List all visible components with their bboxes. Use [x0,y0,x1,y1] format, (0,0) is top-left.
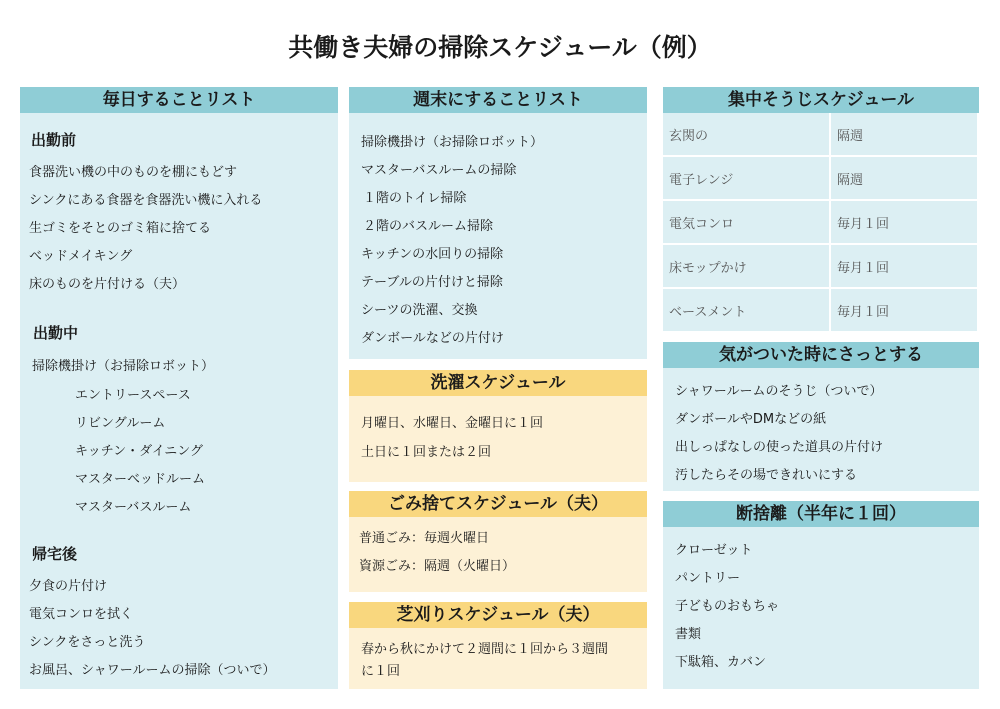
place-cell: ベースメント [663,288,830,332]
weekend-item: マスターバスルームの掃除 [361,163,517,178]
weekend-item: キッチンの水回りの掃除 [361,247,504,262]
before-work-heading: 出勤前 [31,131,77,149]
weekend-item: ダンボールなどの片付け [361,331,504,346]
laundry-item: 月曜日、水曜日、金曜日に１回 [361,416,544,431]
room-item: キッチン・ダイニング [75,444,204,459]
daily-item: 電気コンロを拭く [29,607,134,622]
freq-cell: 毎月１回 [830,288,978,332]
declutter-item: 子どものおもちゃ [675,599,780,614]
laundry-header: 洗濯スケジュール [349,370,647,396]
room-item: マスターバスルーム [75,500,192,515]
daily-header: 毎日することリスト [20,87,338,113]
intensive-table [663,113,979,333]
declutter-panel [663,501,979,689]
freq-cell: 隔週 [830,156,978,200]
weekend-item: 掃除機掛け（お掃除ロボット） [361,135,544,150]
daily-item: シンクにある食器を食器洗い機に入れる [29,193,263,208]
noticed-item: 出しっぱなしの使った道具の片付け [675,440,884,455]
weekend-panel [349,87,647,359]
freq-cell: 隔週 [830,113,978,156]
robot-item: 掃除機掛け（お掃除ロボット） [32,359,215,374]
daily-item: 生ゴミをそとのゴミ箱に捨てる [29,221,212,236]
room-item: エントリースペース [75,388,191,403]
noticed-item: 汚したらその場できれいにする [675,468,858,483]
garbage-header: ごみ捨てスケジュール（夫） [349,491,647,517]
intensive-header: 集中そうじスケジュール [663,87,979,113]
table-row [663,244,978,288]
room-item: リビングルーム [75,416,166,431]
weekend-header: 週末にすることリスト [349,87,647,113]
freq-cell: 毎月１回 [830,244,978,288]
daily-item: 夕食の片付け [29,579,108,594]
daily-item: シンクをさっと洗う [29,635,146,650]
table-row [663,288,978,332]
declutter-item: パントリー [675,571,741,586]
daily-panel [20,87,338,689]
after-work-heading: 帰宅後 [32,545,78,563]
laundry-panel [349,370,647,482]
weekend-item: ２階のバスルーム掃除 [363,219,494,234]
daily-item: 床のものを片付ける（夫） [29,277,186,292]
garbage-item: 資源ごみ：隔週（火曜日） [359,559,516,574]
table-row [663,156,978,200]
declutter-item: クローゼット [675,543,753,558]
declutter-header: 断捨離（半年に１回） [663,501,979,527]
place-cell: 玄関の [663,113,830,156]
weekend-item: シーツの洗濯、交換 [361,303,478,318]
garbage-item: 普通ごみ：毎週火曜日 [359,531,490,546]
lawn-line-2: に１回 [361,664,401,679]
place-cell: 床モップかけ [663,244,830,288]
noticed-item: ダンボールやDMなどの紙 [675,412,827,427]
declutter-item: 書類 [675,627,702,642]
lawn-header: 芝刈りスケジュール（夫） [349,602,647,628]
place-cell: 電子レンジ [663,156,830,200]
during-work-heading: 出勤中 [33,324,79,342]
place-cell: 電気コンロ [663,200,830,244]
noticed-panel [663,342,979,491]
laundry-item: 土日に１回または２回 [361,445,492,460]
declutter-item: 下駄箱、カバン [675,655,767,670]
daily-item: 食器洗い機の中のものを棚にもどす [29,165,238,180]
room-item: マスターベッドルーム [75,472,206,487]
lawn-line-1: 春から秋にかけて２週間に１回から３週間 [361,642,609,657]
daily-item: ベッドメイキング [29,249,133,264]
weekend-item: テーブルの片付けと掃除 [361,275,503,290]
noticed-header: 気がついた時にさっとする [663,342,979,368]
lawn-panel [349,602,647,689]
page-title: 共働き夫婦の掃除スケジュール（例） [288,33,712,62]
daily-item: お風呂、シャワールームの掃除（ついで） [29,663,276,678]
intensive-panel [663,87,979,333]
weekend-item: １階のトイレ掃除 [363,191,467,206]
garbage-panel [349,491,647,592]
table-row [663,200,978,244]
noticed-item: シャワールームのそうじ（ついで） [675,384,883,399]
table-row [663,113,978,156]
freq-cell: 毎月１回 [830,200,978,244]
